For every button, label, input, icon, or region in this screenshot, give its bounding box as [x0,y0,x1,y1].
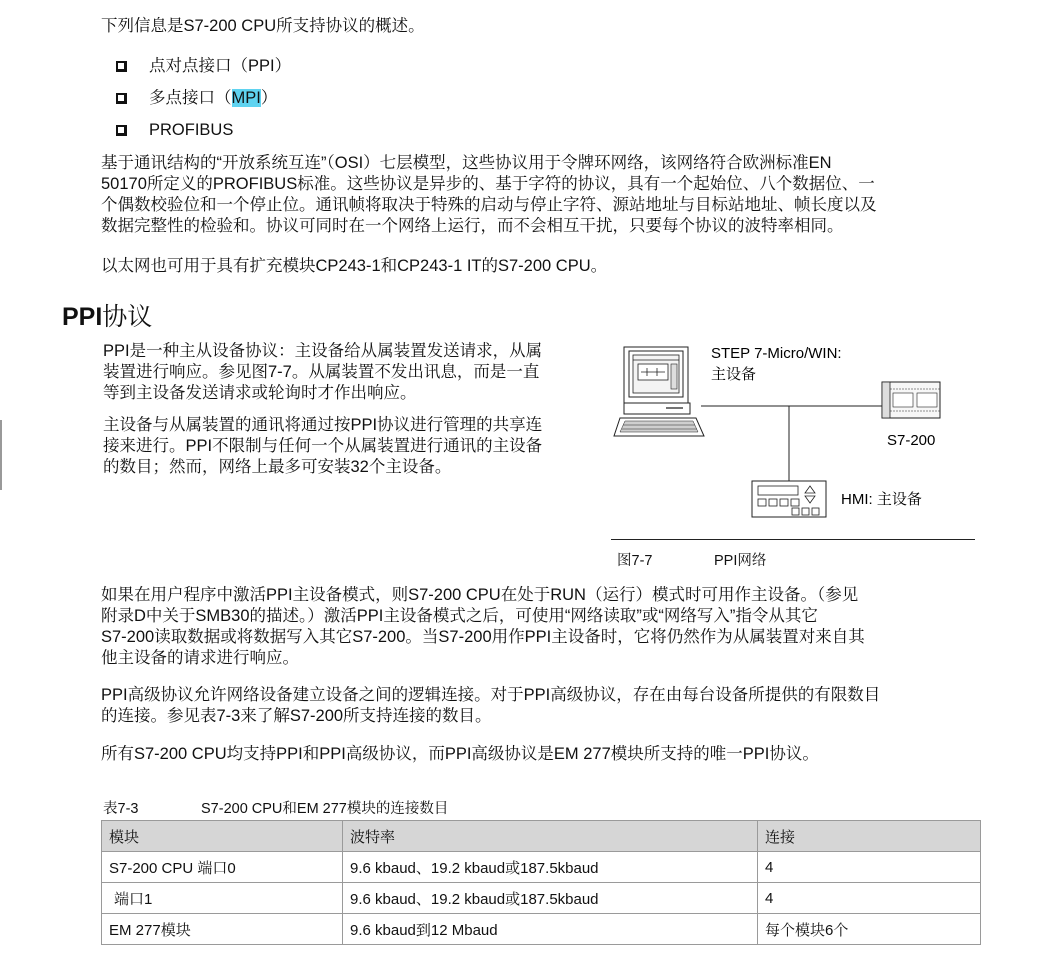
intro-text: 下列信息是S7-200 CPU所支持协议的概述。 [101,17,425,35]
figure-caption-number: 图7-7 [617,553,653,569]
table-cell: 每个模块6个 [758,914,981,945]
table-cell: EM 277模块 [102,914,343,945]
table-cell: 9.6 kbaud到12 Mbaud [343,914,758,945]
hmi-label: HMI: 主设备 [841,491,922,508]
table-cell: S7-200 CPU 端口0 [102,852,343,883]
figure-caption-title: PPI网络 [714,553,767,569]
table-caption-title: S7-200 CPU和EM 277模块的连接数目 [201,801,449,817]
support-paragraph: 所有S7-200 CPU均支持PPI和PPI高级协议，而PPI高级协议是EM 277模块所支持的唯一PPI协议。 [101,745,819,763]
table-cell: 4 [758,883,981,914]
table-header-connections: 连接 [758,821,981,852]
checkbox-square-icon [116,61,127,72]
checkbox-square-icon [116,125,127,136]
table-row [102,883,981,914]
bullet-mpi: 多点接口（MPI） [116,88,277,108]
checkbox-square-icon [116,93,127,104]
step7-label: STEP 7-Micro/WIN: [711,345,842,362]
s7-200-plc-icon [882,382,940,418]
table-cell: 9.6 kbaud、19.2 kbaud或187.5kbaud [343,883,758,914]
hmi-panel-icon [752,481,826,517]
ethernet-paragraph: 以太网也可用于具有扩充模块CP243-1和CP243-1 IT的S7-200 CPU。 [101,257,608,275]
step7-role: 主设备 [711,366,757,383]
table-header-module: 模块 [102,821,343,852]
s7200-label: S7-200 [887,432,936,449]
bullet-profibus: PROFIBUS [116,120,233,140]
connections-table [101,820,981,945]
table-header-row [102,821,981,852]
mpi-highlight: MPI [231,89,261,107]
margin-marker [0,420,2,490]
table-row [102,852,981,883]
table-cell: 4 [758,852,981,883]
table-row [102,914,981,945]
bullet-ppi: 点对点接口（PPI） [116,56,291,76]
ppi-network-diagram [611,337,975,537]
figure-rule [611,539,975,540]
table-cell: 端口1 [102,883,343,914]
section-title: PPI协议 [62,303,153,331]
computer-icon [614,347,704,436]
table-header-baud: 波特率 [343,821,758,852]
table-caption-number: 表7-3 [103,801,139,817]
table-cell: 9.6 kbaud、19.2 kbaud或187.5kbaud [343,852,758,883]
